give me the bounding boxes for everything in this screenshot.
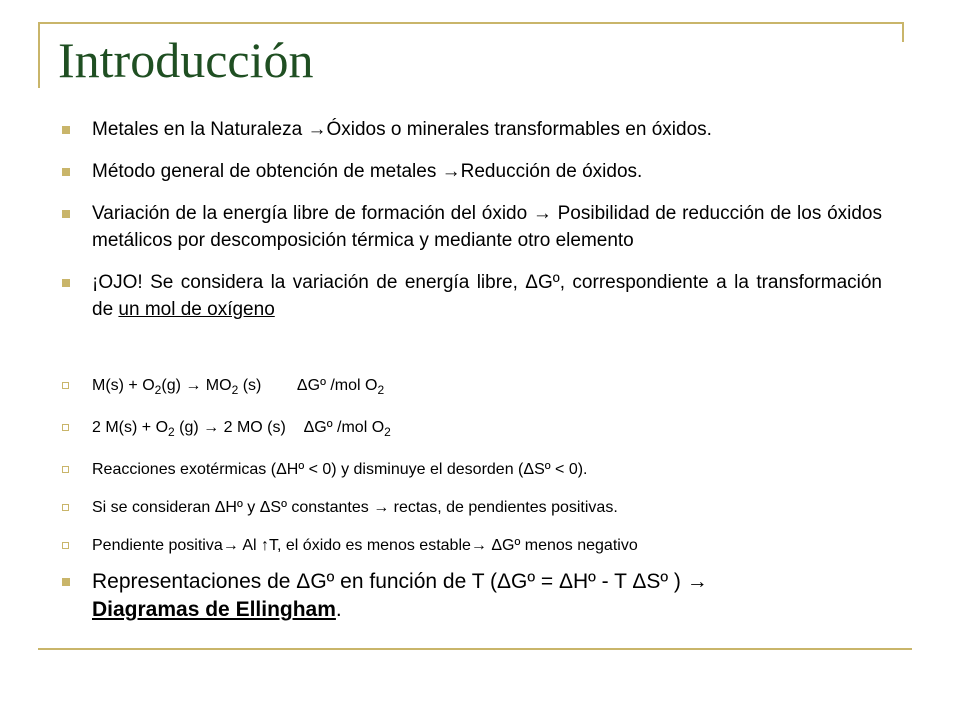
- arrow-icon: →: [686, 570, 708, 593]
- up-arrow-icon: ↑: [261, 537, 269, 555]
- arrow-icon: →: [203, 419, 220, 437]
- square-bullet-icon: [62, 126, 70, 134]
- sub-bullet-reaccion-mo2: $M(s) + O_2(g) \to MO_2$ (s) ΔGº /mol $O_2$: [62, 376, 882, 400]
- hollow-square-bullet-icon: [62, 466, 69, 473]
- bullet-metales-naturaleza: Metales en la Naturaleza →Óxidos o minerales transformables en óxidos.: [62, 116, 882, 143]
- main-bullets-top: [62, 116, 882, 323]
- frame-right-line: [902, 22, 904, 42]
- arrow-icon: →: [185, 377, 202, 394]
- sub-bullet-exotermicas: Reacciones exotérmicas (ΔHº < 0) y disminuye el desorden (ΔSº < 0).: [62, 460, 882, 480]
- sub-bullet-reaccion-mo: 2 $M(s) + O_2$ (g) → 2 MO (s) ΔGº /mol $O_2$: [62, 418, 882, 442]
- hollow-square-bullet-icon: [62, 542, 69, 549]
- hollow-square-bullet-icon: [62, 382, 69, 389]
- bullet-variacion-energia: Variación de la energía libre de formación del óxido → Posibilidad de reducción de los óxidos metálicos por descomposición térmica y mediante otro elemento: [62, 200, 882, 254]
- sub-bullet-constantes: Si se consideran ΔHº y ΔSº constantes → rectas, de pendientes positivas.: [62, 498, 882, 518]
- arrow-icon: →: [222, 537, 239, 555]
- frame-left-line: [38, 22, 40, 88]
- sub-bullets: [62, 376, 882, 556]
- hollow-square-bullet-icon: [62, 424, 69, 431]
- square-bullet-icon: [62, 279, 70, 287]
- arrow-icon: →: [532, 203, 552, 224]
- frame-top-line: [38, 22, 904, 24]
- ellingham-diagrams-link-text: Diagramas de Ellingham: [92, 598, 336, 621]
- arrow-icon: →: [373, 499, 390, 517]
- square-bullet-icon: [62, 168, 70, 176]
- arrow-icon: →: [470, 537, 487, 555]
- slide-title: Introducción: [58, 32, 314, 88]
- bullet-representaciones: Representaciones de ΔGº en función de T (ΔGº = ΔHº - T ΔSº ) → Diagramas de Ellingham.: [62, 568, 882, 624]
- arrow-icon: →: [307, 119, 327, 140]
- arrow-icon: →: [441, 161, 461, 182]
- square-bullet-icon: [62, 210, 70, 218]
- frame-bottom-line: [38, 648, 912, 650]
- sub-bullet-pendiente: Pendiente positiva→ Al ↑T, el óxido es menos estable→ ΔGº menos negativo: [62, 536, 882, 556]
- bullet-ojo: ¡OJO! Se considera la variación de energía libre, ΔGº, correspondiente a la transformación de un mol de oxígeno: [62, 269, 882, 323]
- hollow-square-bullet-icon: [62, 504, 69, 511]
- main-bullets-bottom: [62, 568, 882, 624]
- square-bullet-icon: [62, 578, 70, 586]
- bullet-metodo-general: Método general de obtención de metales →Reducción de óxidos.: [62, 158, 882, 185]
